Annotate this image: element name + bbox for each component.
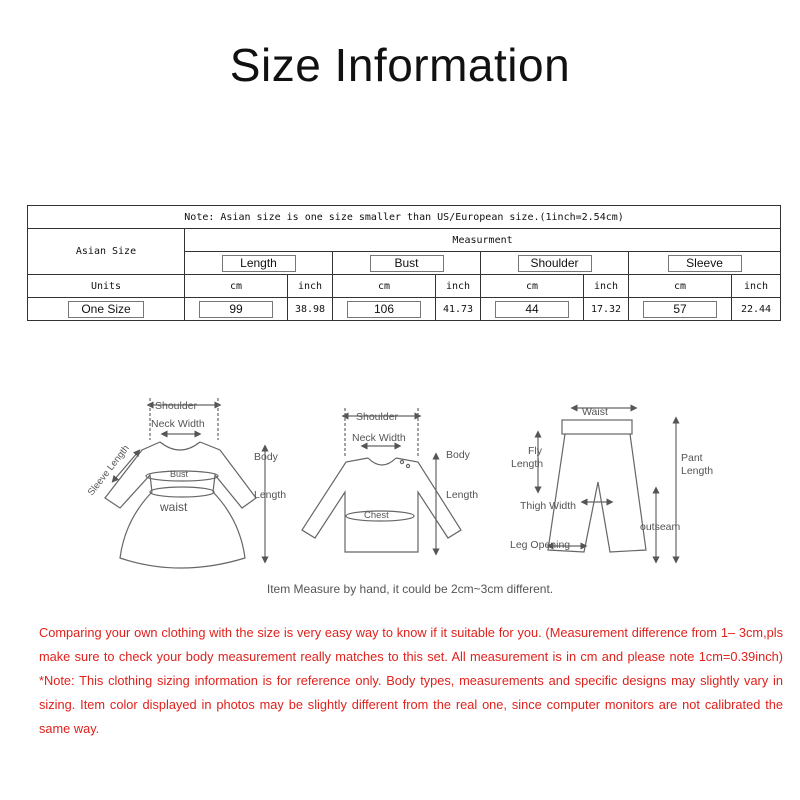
units-label: Units <box>28 275 185 298</box>
bust-cm-value: 106 <box>347 301 421 318</box>
pants-fly-length-label-2: Length <box>511 458 544 470</box>
unit-inch: inch <box>584 275 629 298</box>
measure-caption: Item Measure by hand, it could be 2cm~3cm different. <box>266 582 554 596</box>
table-row <box>28 298 781 321</box>
size-cell <box>28 298 185 321</box>
shirt-body-length-label-2: Length <box>446 489 479 501</box>
shirt-shoulder-label: Shoulder <box>356 411 399 423</box>
sizing-disclaimer: Comparing your own clothing with the size is very easy way to know if it suitable for you. (Measurement difference from 1– 3cm,pls make sure to check your body measurement really matches to this set. All measurement is in cm and please note 1cm=0.39inch) *Note: This clothing sizing information is for reference only. Body types, measurements and specific designs may slightly vary in sizing. Item color displayed in photos may be slightly different from the real one, since computer monitors are not calibrated the same way. <box>39 625 783 736</box>
column-shoulder <box>481 252 629 275</box>
pants-illustration <box>538 408 676 560</box>
pants-leg-opening-label: Leg Opening <box>510 539 571 551</box>
shirt-illustration <box>302 408 461 552</box>
bust-inch-cell: 41.73 <box>436 298 481 321</box>
column-label: Sleeve <box>668 255 742 272</box>
pants-pant-length-label-2: Length <box>681 465 714 477</box>
dress-body-length-label-1: Body <box>254 451 278 463</box>
column-bust <box>333 252 481 275</box>
sleeve-cm-value: 57 <box>643 301 717 318</box>
dress-bust-label: Bust <box>170 469 189 479</box>
size-table <box>27 205 781 321</box>
unit-cm: cm <box>333 275 436 298</box>
unit-inch: inch <box>288 275 333 298</box>
column-label: Bust <box>370 255 444 272</box>
column-label: Length <box>222 255 296 272</box>
dress-neck-width-label: Neck Width <box>151 418 205 430</box>
shirt-neck-width-label: Neck Width <box>352 432 406 444</box>
unit-cm: cm <box>629 275 732 298</box>
unit-inch: inch <box>436 275 481 298</box>
dress-body-length-label-2: Length <box>254 489 287 501</box>
pants-fly-length-label-1: Fly <box>528 445 542 457</box>
unit-cm: cm <box>481 275 584 298</box>
pants-pant-length-label-1: Pant <box>681 452 703 464</box>
column-label: Shoulder <box>518 255 592 272</box>
dress-shoulder-label: Shoulder <box>155 400 198 412</box>
sleeve-inch-cell: 22.44 <box>732 298 781 321</box>
pants-thigh-width-label: Thigh Width <box>520 500 577 512</box>
shoulder-inch-cell: 17.32 <box>584 298 629 321</box>
pants-outseam-label: outseam <box>640 521 681 533</box>
pants-waist-label: Waist <box>582 406 608 418</box>
shoulder-cm-cell <box>481 298 584 321</box>
size-note: Note: Asian size is one size smaller than US/European size.(1inch=2.54cm) <box>28 206 781 229</box>
dress-sleeve-length-label: Sleeve Length <box>85 443 132 498</box>
measurement-header: Measurment <box>185 229 781 252</box>
length-cm-cell <box>185 298 288 321</box>
shirt-chest-label: Chest <box>364 510 389 521</box>
unit-inch: inch <box>732 275 781 298</box>
asian-size-header: Asian Size <box>28 229 185 275</box>
measurement-diagram <box>60 380 760 580</box>
sleeve-cm-cell <box>629 298 732 321</box>
column-length <box>185 252 333 275</box>
length-inch-cell: 38.98 <box>288 298 333 321</box>
size-value: One Size <box>68 301 144 318</box>
column-sleeve <box>629 252 781 275</box>
bust-cm-cell <box>333 298 436 321</box>
page-title: Size Information <box>229 39 571 91</box>
dress-waist-label: waist <box>160 500 188 514</box>
unit-cm: cm <box>185 275 288 298</box>
length-cm-value: 99 <box>199 301 273 318</box>
shoulder-cm-value: 44 <box>495 301 569 318</box>
shirt-body-length-label-1: Body <box>446 449 470 461</box>
